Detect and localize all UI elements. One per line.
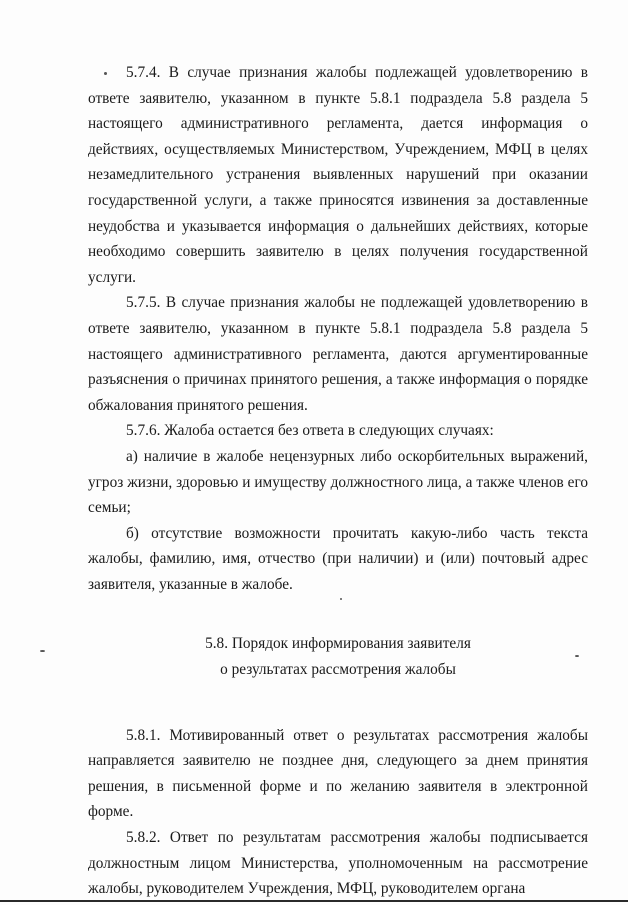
- document-body: [88, 60, 588, 902]
- list-item-a: а) наличие в жалобе нецензурных либо оскорбительных выражений, угроз жизни, здоровью и имуществу должностного лица, а также членов его семьи;: [88, 447, 588, 517]
- paragraph-5-7-5: 5.7.5. В случае признания жалобы не подлежащей удовлетворению в ответе заявителю, указанном в пункте 5.8.1 подраздела 5.8 раздела 5 настоящего административного регламента, даются аргументированные разъяснения о причинах принятого решения, а также информация о порядке обжалования принятого решения.: [88, 294, 588, 414]
- list-item-b: б) отсутствие возможности прочитать какую-либо часть текста жалобы, фамилию, имя, отчество (при наличии) и (или) почтовый адрес заявителя, указанные в жалобе.: [88, 524, 588, 593]
- section-heading-line-1: 5.8. Порядок информирования заявителя: [205, 635, 471, 653]
- paragraph-5-7-4: 5.7.4. В случае признания жалобы подлежащей удовлетворению в ответе заявителю, указанном в пункте 5.8.1 подраздела 5.8 раздела 5 настоящего административного регламента, дается информация о действиях, осуществляемых Министерством, Учреждением, МФЦ в целях незамедлительного устранения выявленных нарушений при оказании государственной услуги, а также приносятся извинения за доставленные неудобства и указывается информация о дальнейших действиях, которые необходимо совершить заявителю в целях получения государственной услуги.: [88, 64, 588, 286]
- scan-bottom-edge: [0, 900, 628, 902]
- section-heading-line-2: о результатах рассмотрения жалобы: [220, 661, 456, 679]
- paragraph-5-8-2: 5.8.2. Ответ по результатам рассмотрения жалобы подписывается должностным лицом Министерства, уполномоченным на рассмотрение жалобы, руководителем Учреждения, МФЦ, руководителем органа: [88, 829, 588, 898]
- paragraph-5-7-6: 5.7.6. Жалоба остается без ответа в следующих случаях:: [126, 422, 494, 440]
- scan-speck: [40, 650, 45, 652]
- paragraph-5-8-1: 5.8.1. Мотивированный ответ о результатах рассмотрения жалобы направляется заявителю не позднее дня, следующего за днем принятия решения, в письменной форме и по желанию заявителя в электронной форме.: [88, 726, 588, 821]
